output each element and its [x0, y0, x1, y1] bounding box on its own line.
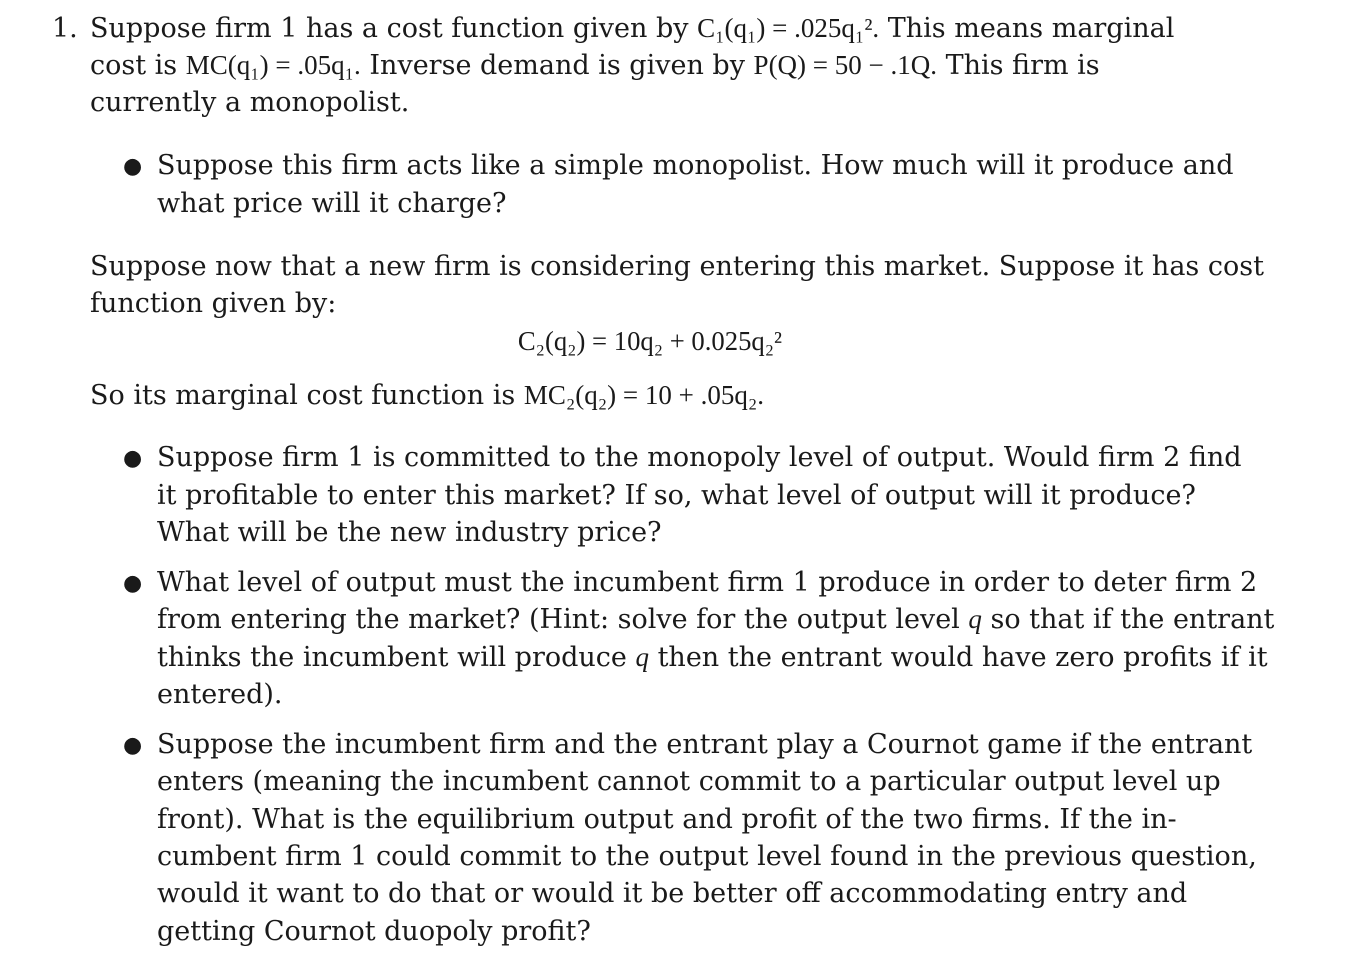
bullet4-line-6: getting Cournot duopoly profit?: [157, 916, 591, 947]
marginal-cost-1: MC(q₁) = .05q₁.: [185, 50, 361, 80]
intro-line-2: [90, 47, 1224, 85]
intro-text: Suppose firm 1 has a cost function given by: [90, 13, 698, 44]
bullet3-line-4: entered).: [157, 679, 283, 710]
entrant-mc-text: So its marginal cost function is: [90, 380, 524, 411]
intro-text: cost is: [90, 50, 186, 81]
bullet-icon: ●: [123, 446, 143, 471]
bullet3-line-2: [157, 601, 1274, 639]
inverse-demand: P(Q) = 50 − .1Q.: [753, 50, 937, 80]
bullet3-text: so that if the entrant: [981, 604, 1275, 635]
bullet4-line-2: enters (meaning the incumbent cannot commit to a particular output level up: [157, 766, 1221, 797]
entrant-line-2: function given by:: [90, 288, 337, 319]
output-variable: q: [968, 604, 982, 634]
bullet3-text: thinks the incumbent will produce: [157, 642, 636, 673]
output-variable: q: [635, 642, 649, 672]
bullet2-line-3: What will be the new industry price?: [157, 517, 662, 548]
marginal-cost-2: MC₂(q₂) = 10 + .05q₂.: [523, 380, 765, 410]
intro-line-1: [90, 10, 1224, 48]
bullet4-line-4: cumbent firm 1 could commit to the output level found in the previous question,: [157, 841, 1257, 872]
bullet1-line-1: Suppose this firm acts like a simple monopolist. How much will it produce and: [157, 150, 1234, 181]
bullet1-line-2: what price will it charge?: [157, 188, 507, 219]
intro-text: This firm is: [937, 50, 1100, 81]
entrant-line-1: Suppose now that a new firm is considering entering this market. Suppose it has cost: [90, 251, 1264, 282]
bullet4-line-5: would it want to do that or would it be better off accommodating entry and: [157, 878, 1188, 909]
bullet4-line-3: front). What is the equilibrium output and profit of the two firms. If the in-: [157, 804, 1177, 835]
bullet3-text: from entering the market? (Hint: solve for the output level: [157, 604, 969, 635]
bullet-icon: ●: [123, 154, 143, 179]
intro-text: This means marginal: [879, 13, 1175, 44]
intro-text: Inverse demand is given by: [360, 50, 754, 81]
bullet2-line-1: Suppose firm 1 is committed to the monopoly level of output. Would firm 2 find: [157, 442, 1242, 473]
bullet3-text: then the entrant would have zero profits if it: [649, 642, 1268, 673]
cost-function-2-equation: C₂(q₂) = 10q₂ + 0.025q₂²: [517, 326, 783, 356]
bullet-icon: ●: [123, 571, 143, 596]
bullet3-line-3: [157, 639, 1268, 677]
problem-number: 1.: [52, 13, 78, 44]
cost-function-1: C₁(q₁) = .025q₁².: [697, 13, 880, 43]
bullet-icon: ●: [123, 733, 143, 758]
bullet4-line-1: Suppose the incumbent firm and the entrant play a Cournot game if the entrant: [157, 729, 1253, 760]
bullet2-line-2: it profitable to enter this market? If so, what level of output will it produce?: [157, 480, 1196, 511]
entrant-mc-line: [90, 377, 764, 415]
bullet3-line-1: What level of output must the incumbent firm 1 produce in order to deter firm 2: [157, 567, 1258, 598]
intro-line-3: currently a monopolist.: [90, 87, 410, 118]
